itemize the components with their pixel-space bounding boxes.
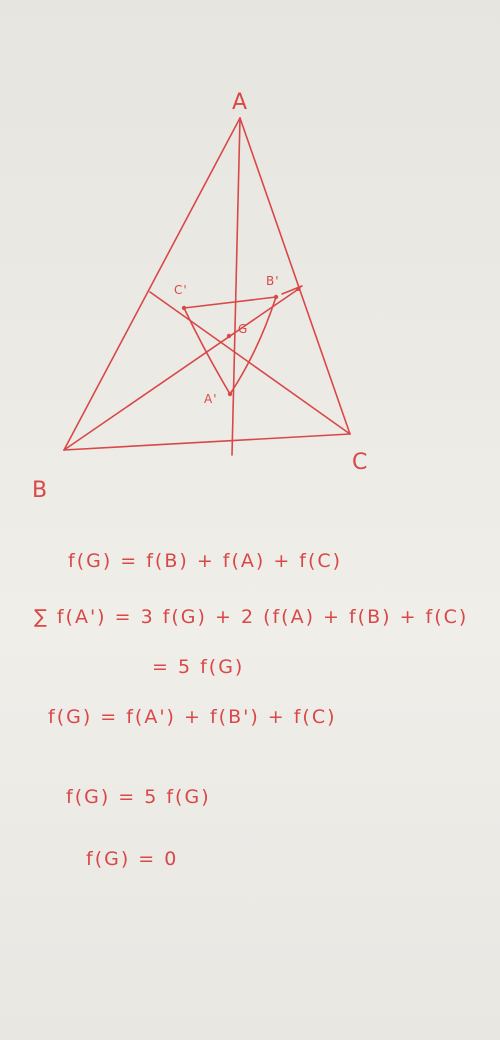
cevian-B: [64, 288, 300, 450]
cevian-C: [150, 292, 350, 434]
label-C: C: [352, 450, 369, 475]
side-AC: [240, 118, 350, 434]
equation-3: = 5 f(G): [152, 656, 245, 678]
median-A: [232, 118, 240, 455]
label-B: B: [32, 478, 49, 503]
equation-2: ∑ f(A') = 3 f(G) + 2 (f(A) + f(B) + f(C): [34, 606, 469, 628]
equation-6: f(G) = 0: [86, 848, 179, 870]
equation-1: f(G) = f(B) + f(A) + f(C): [68, 550, 343, 572]
equation-4: f(G) = f(A') + f(B') + f(C): [48, 706, 337, 728]
point-Cp: [182, 306, 186, 310]
label-C-prime: C': [174, 283, 188, 297]
point-Bp: [274, 295, 278, 299]
point-G: [227, 334, 231, 338]
point-extra: [296, 287, 300, 291]
label-B-prime: B': [266, 274, 280, 288]
label-A-prime: A': [204, 392, 218, 406]
label-A: A: [232, 90, 249, 115]
equation-5: f(G) = 5 f(G): [66, 786, 211, 808]
side-CpBp: [184, 297, 276, 308]
side-BC: [64, 434, 350, 450]
point-Ap: [228, 392, 232, 396]
arc-Bp-Ap: [230, 297, 276, 394]
label-G: G: [238, 322, 249, 336]
